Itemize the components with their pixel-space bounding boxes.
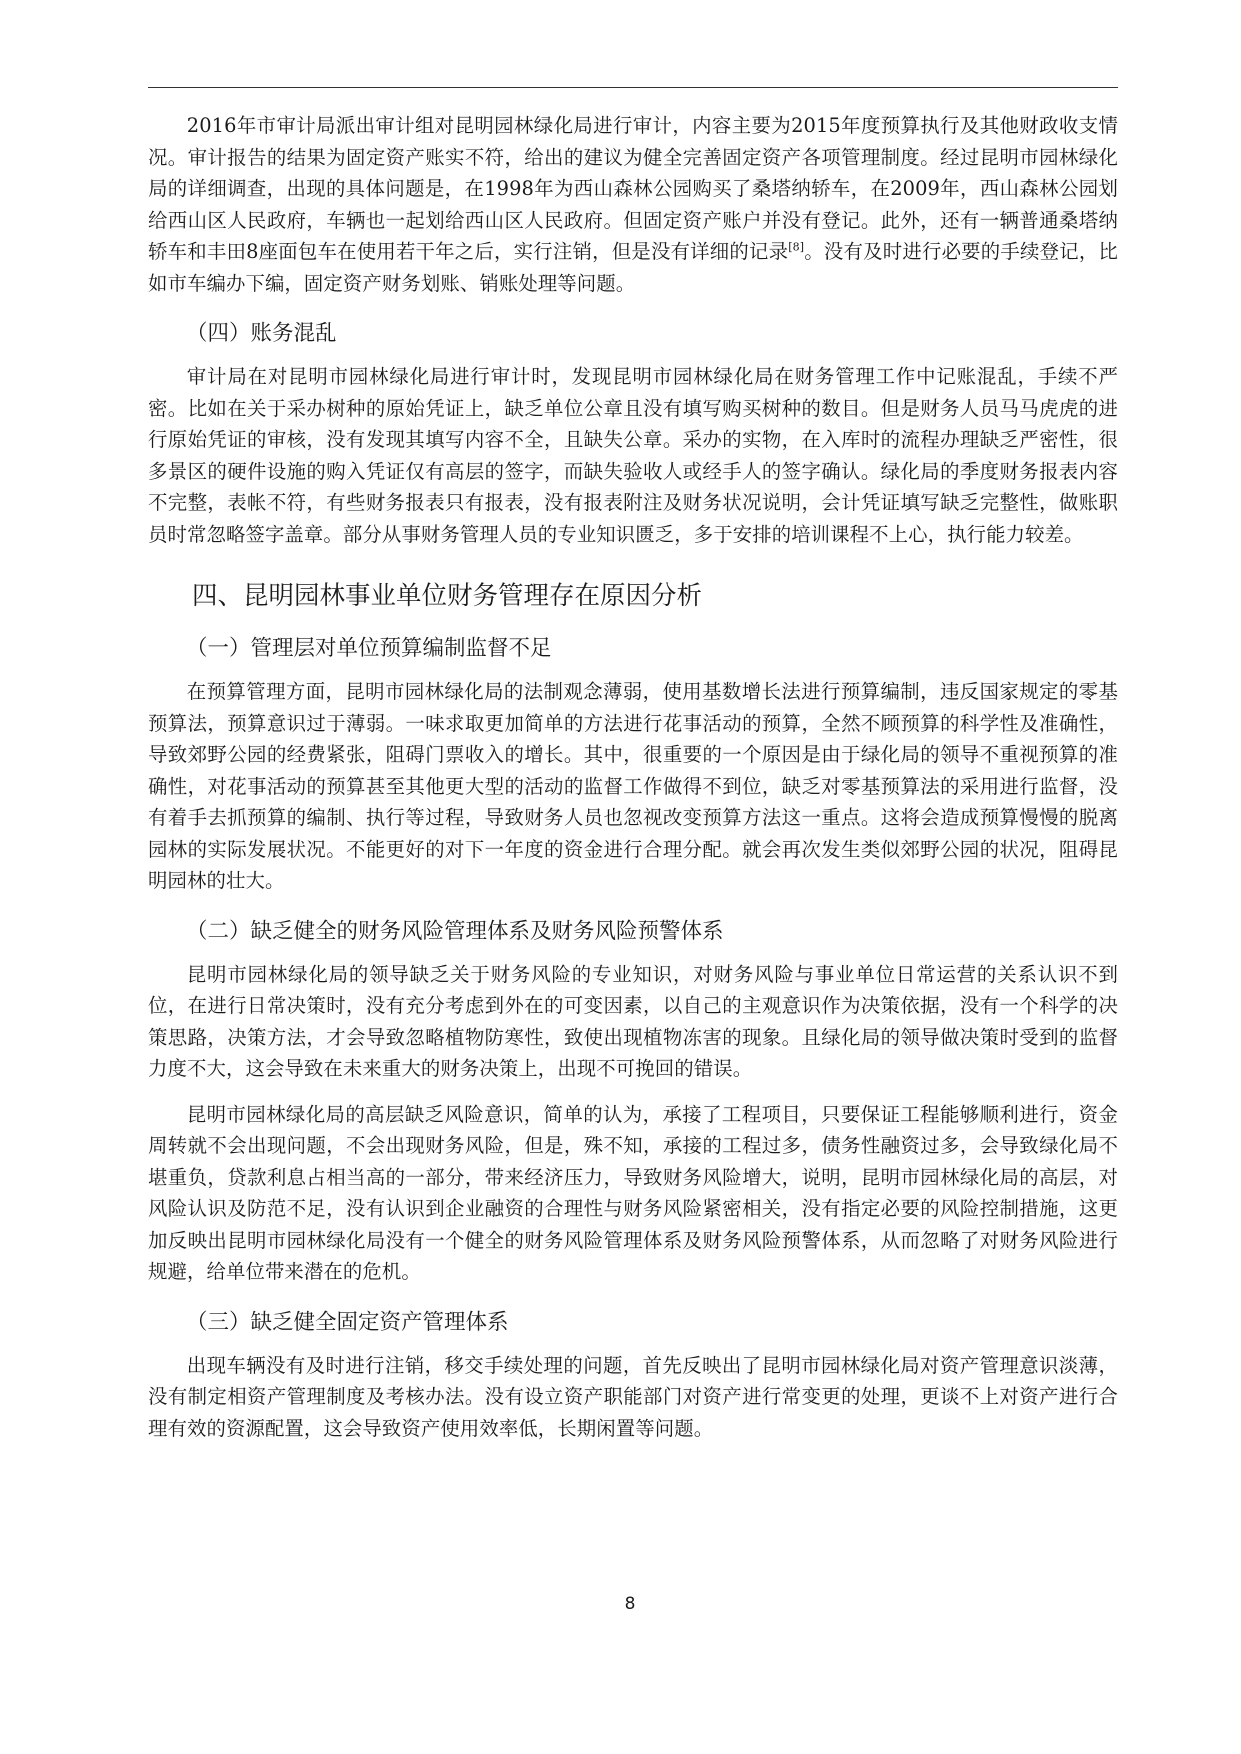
header-rule <box>148 87 1118 88</box>
paragraph-fixed-assets: 出现车辆没有及时进行注销，移交手续处理的问题，首先反映出了昆明市园林绿化局对资产管理意识淡薄，没有制定相资产管理制度及考核办法。没有设立资产职能部门对资产进行常变更的处理，更谈不上对资产进行合理有效的资源配置，这会导致资产使用效率低，长期闲置等问题。 <box>148 1353 1118 1440</box>
citation-mark: [8] <box>788 240 805 254</box>
subheading-risk-system: （二）缺乏健全的财务风险管理体系及财务风险预警体系 <box>186 918 724 944</box>
section-heading: 四、昆明园林事业单位财务管理存在原因分析 <box>192 581 703 611</box>
paragraph-accounting-chaos: 审计局在对昆明市园林绿化局进行审计时，发现昆明市园林绿化局在财务管理工作中记账混乱，手续不严密。比如在关于采办树种的原始凭证上，缺乏单位公章且没有填写购买树种的数目。但是财务人员马马虎虎的进行原始凭证的审核，没有发现其填写内容不全，且缺失公章。采办的实物，在入库时的流程办理缺乏严密性，很多景区的硬件设施的购入凭证仅有高层的签字，而缺失验收人或经手人的签字确认。绿化局的季度财务报表内容不完整，表帐不符，有些财务报表只有报表，没有报表附注及财务状况说明，会计凭证填写缺乏完整性，做账职员时常忽略签字盖章。部分从事财务管理人员的专业知识匮乏，多于安排的培训课程不上心，执行能力较差。 <box>148 365 1118 546</box>
paragraph-audit-findings <box>148 110 1118 299</box>
subheading-accounting-chaos: （四）账务混乱 <box>186 321 337 346</box>
page-content <box>148 110 1118 1458</box>
paragraph-budget-supervision: 在预算管理方面，昆明市园林绿化局的法制观念薄弱，使用基数增长法进行预算编制，违反国家规定的零基预算法，预算意识过于薄弱。一味求取更加简单的方法进行花事活动的预算，全然不顾预算的科学性及准确性，导致郊野公园的经费紧张，阻碍门票收入的增长。其中，很重要的一个原因是由于绿化局的领导不重视预算的准确性，对花事活动的预算甚至其他更大型的活动的监督工作做得不到位，缺乏对零基预算法的采用进行监督，没有着手去抓预算的编制、执行等过程，导致财务人员也忽视改变预算方法这一重点。这将会造成预算慢慢的脱离园林的实际发展状况。不能更好的对下一年度的资金进行合理分配。就会再次发生类似郊野公园的状况，阻碍昆明园林的壮大。 <box>148 680 1118 892</box>
paragraph-text: 。没有及时进行必要的手续登记，比如市车编办下编，固定资产财务划账、销账处理等问题。 <box>148 240 1118 295</box>
page-number: 8 <box>624 1594 636 1614</box>
paragraph-risk-awareness: 昆明市园林绿化局的高层缺乏风险意识，简单的认为，承接了工程项目，只要保证工程能够顺利进行，资金周转就不会出现问题，不会出现财务风险，但是，殊不知，承接的工程过多，债务性融资过多，会导致绿化局不堪重负，贷款利息占相当高的一部分，带来经济压力，导致财务风险增大，说明，昆明市园林绿化局的高层，对风险认识及防范不足，没有认识到企业融资的合理性与财务风险紧密相关，没有指定必要的风险控制措施，这更加反映出昆明市园林绿化局没有一个健全的财务风险管理体系及财务风险预警体系，从而忽略了对财务风险进行规避，给单位带来潜在的危机。 <box>148 1102 1118 1283</box>
subheading-fixed-assets: （三）缺乏健全固定资产管理体系 <box>186 1309 509 1335</box>
paragraph-text: 2016年市审计局派出审计组对昆明园林绿化局进行审计，内容主要为2015年度预算执行及其他财政收支情况。审计报告的结果为固定资产账实不符，给出的建议为健全完善固定资产各项管理制度。经过昆明市园林绿化局的详细调查，出现的具体问题是，在1998年为西山森林公园购买了桑塔纳轿车，在2009年，西山森林公园划给西山区人民政府，车辆也一起划给西山区人民政府。但固定资产账户并没有登记。此外，还有一辆普通桑塔纳轿车和丰田8座面包车在使用若干年之后，实行注销，但是没有详细的记录 <box>148 114 1118 263</box>
paragraph-risk-knowledge: 昆明市园林绿化局的领导缺乏关于财务风险的专业知识，对财务风险与事业单位日常运营的关系认识不到位，在进行日常决策时，没有充分考虑到外在的可变因素，以自己的主观意识作为决策依据，没有一个科学的决策思路，决策方法，才会导致忽略植物防寒性，致使出现植物冻害的现象。且绿化局的领导做决策时受到的监督力度不大，这会导致在未来重大的财务决策上，出现不可挽回的错误。 <box>148 962 1118 1080</box>
subheading-budget-supervision: （一）管理层对单位预算编制监督不足 <box>186 636 552 661</box>
